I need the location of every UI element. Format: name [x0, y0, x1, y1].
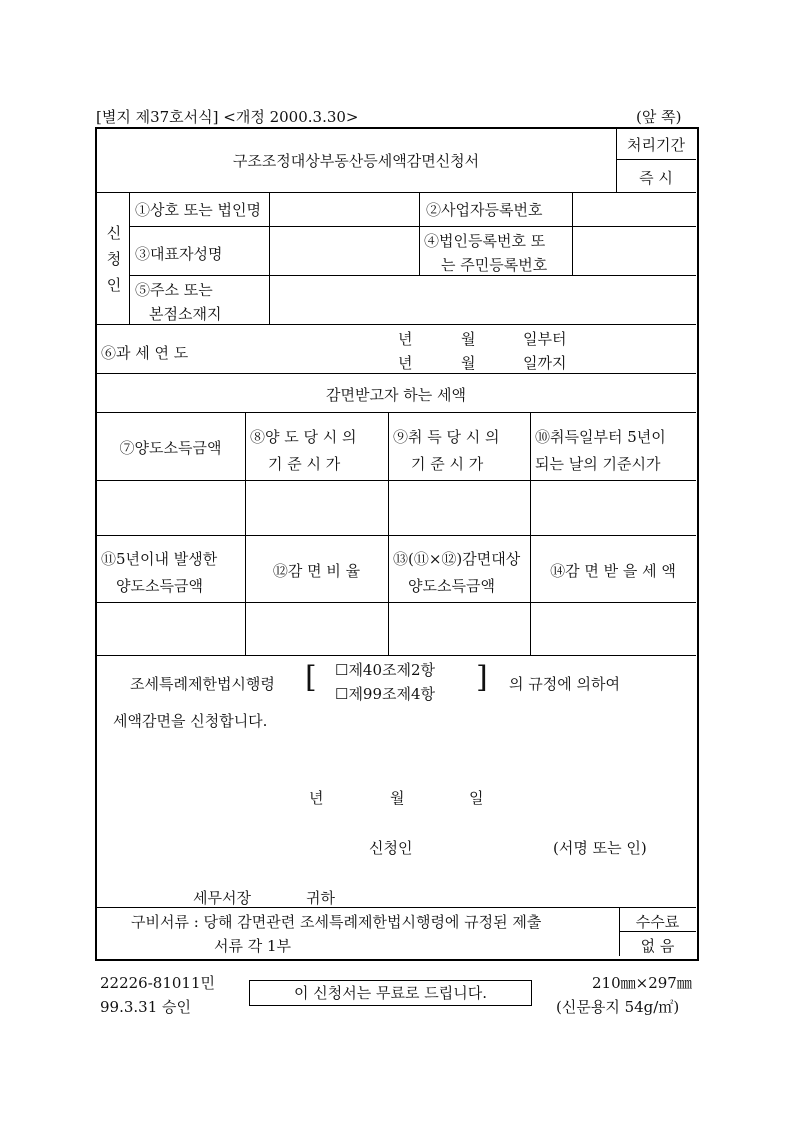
header-std-price-at-transfer: ⑧양 도 당 시 의 기 준 시 가 — [250, 428, 357, 473]
company-name-label: ①상호 또는 법인명 — [135, 201, 261, 219]
tax-year-from-day: 일부터 — [523, 330, 567, 348]
header-5yr-income: ⑪5년이내 발생한 양도소득금액 — [101, 550, 218, 595]
free-notice-box — [249, 980, 532, 1006]
header-reduced-tax: ⑭감 면 받 을 세 액 — [550, 562, 676, 580]
business-number-label: ②사업자등록번호 — [426, 201, 543, 219]
corp-number-label-1: ④법인등록번호 또 — [424, 232, 546, 250]
fee-value: 없 음 — [640, 937, 675, 955]
signature-note: (서명 또는 인) — [553, 839, 647, 857]
bracket-right: ] — [476, 660, 488, 695]
tax-office-label: 세무서장 — [193, 889, 251, 907]
option-article-99[interactable]: ☐제99조제4항 — [335, 685, 436, 703]
required-docs-line1: 구비서류 : 당해 감면관련 조세특례제한법시행령에 규정된 제출 — [131, 913, 542, 931]
approval-date: 99.3.31 승인 — [100, 998, 192, 1016]
tax-year-to-year: 년 — [398, 354, 413, 372]
processing-period-value: 즉 시 — [639, 169, 673, 187]
section-title: 감면받고자 하는 세액 — [326, 386, 466, 404]
header-std-price-at-acquisition: ⑨취 득 당 시 의 기 준 시 가 — [393, 428, 500, 473]
law-name: 조세특례제한법시행령 — [130, 675, 275, 693]
form-code: 22226-81011민 — [100, 974, 215, 992]
declaration-after: 의 규정에 의하여 — [509, 675, 620, 693]
fee-label: 수수료 — [635, 913, 680, 931]
representative-label: ③대표자성명 — [135, 245, 223, 263]
address-label-2: 본점소재지 — [149, 305, 222, 323]
header-std-price-5yr: ⑩취득일부터 5년이 되는 날의 기준시가 — [535, 428, 666, 473]
date-year: 년 — [309, 789, 324, 807]
corp-number-label-2: 는 주민등록번호 — [441, 256, 548, 274]
date-day: 일 — [469, 789, 484, 807]
paper-type: (신문용지 54g/㎡) — [556, 998, 680, 1016]
honorific: 귀하 — [306, 889, 335, 907]
tax-year-to-month: 월 — [461, 354, 476, 372]
header-reduction-rate: ⑫감 면 비 율 — [272, 562, 361, 580]
header-target-income: ⑬(⑪×⑫)감면대상 양도소득금액 — [393, 550, 521, 595]
declaration-line2: 세액감면을 신청합니다. — [113, 712, 268, 730]
paper-size: 210㎜×297㎜ — [592, 974, 692, 992]
page-side-label: (앞 쪽) — [636, 108, 682, 126]
tax-year-from-month: 월 — [461, 330, 476, 348]
applicant-label: 신 청 인 — [106, 224, 122, 294]
header-transfer-income: ⑦양도소득금액 — [119, 439, 222, 457]
tax-year-label: ⑥과 세 연 도 — [101, 344, 189, 362]
form-title: 구조조정대상부동산등세액감면신청서 — [232, 152, 480, 170]
tax-year-to-day: 일까지 — [523, 354, 567, 372]
date-month: 월 — [390, 789, 405, 807]
tax-year-from-year: 년 — [398, 330, 413, 348]
applicant-signature-label: 신청인 — [369, 839, 413, 857]
option-article-40[interactable]: ☐제40조제2항 — [335, 661, 436, 679]
form-number: [별지 제37호서식] <개정 2000.3.30> — [96, 108, 359, 126]
processing-period-label: 처리기간 — [627, 136, 685, 154]
free-notice: 이 신청서는 무료로 드립니다. — [294, 984, 487, 1002]
address-label-1: ⑤주소 또는 — [135, 281, 213, 299]
bracket-left: [ — [305, 660, 317, 695]
required-docs-line2: 서류 각 1부 — [214, 937, 292, 955]
